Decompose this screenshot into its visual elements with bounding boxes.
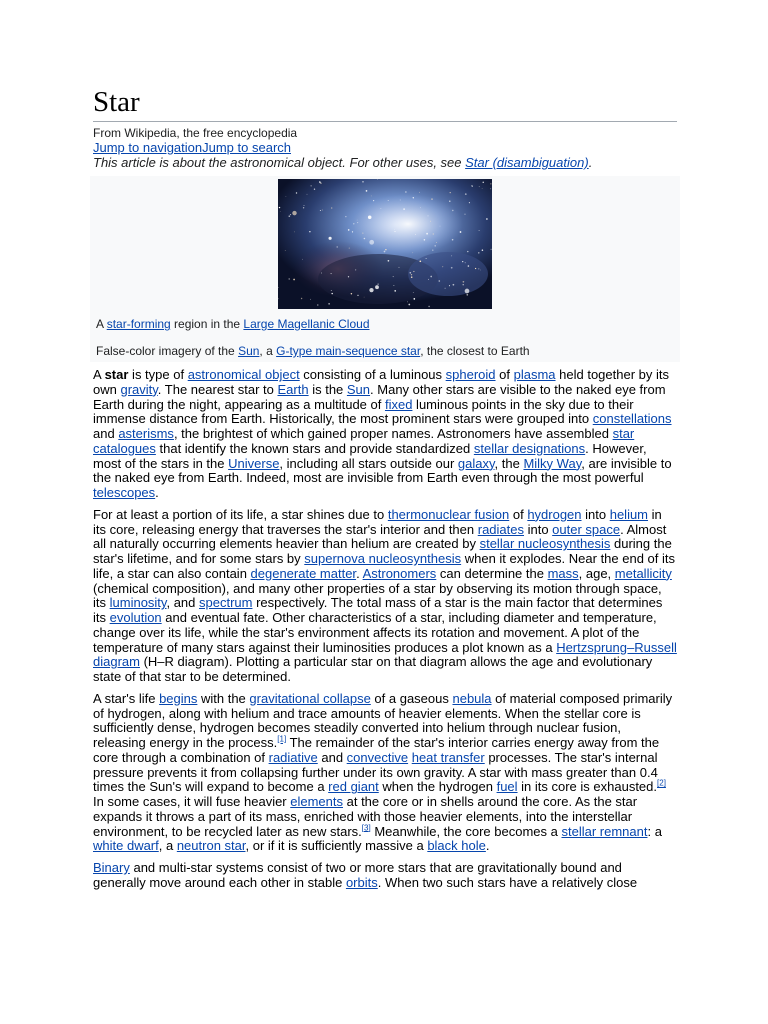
link-helium[interactable]: helium xyxy=(609,506,649,522)
star-dot xyxy=(453,284,455,286)
star-dot xyxy=(311,185,312,186)
text-run: In some cases, it will fuse heavier xyxy=(93,794,291,809)
star-dot xyxy=(286,196,287,197)
star-dot xyxy=(310,299,311,300)
star-dot xyxy=(442,266,443,267)
bold-term: star xyxy=(104,367,129,382)
link-convective[interactable]: convective xyxy=(346,749,409,765)
star-dot xyxy=(364,238,366,240)
star-dot xyxy=(471,185,472,186)
link-black-hole[interactable]: black hole xyxy=(427,838,486,854)
link-sun[interactable]: Sun xyxy=(238,344,260,358)
star-dot xyxy=(353,223,354,224)
text-run: in its core is exhausted. xyxy=(517,779,658,795)
star-dot xyxy=(362,233,363,234)
star-dot xyxy=(483,182,484,183)
star-dot xyxy=(289,215,291,217)
text-run: when the hydrogen xyxy=(378,779,497,795)
star-dot xyxy=(465,289,470,294)
star-dot xyxy=(321,273,322,274)
figure-caption-2 xyxy=(93,344,677,358)
star-dot xyxy=(403,208,405,210)
star-dot xyxy=(331,293,332,294)
star-dot xyxy=(317,304,318,305)
star-dot xyxy=(407,302,408,303)
text-run: , a xyxy=(158,838,177,854)
star-dot xyxy=(452,210,453,211)
text-run: False-color imagery of the xyxy=(96,344,239,358)
star-dot xyxy=(412,252,413,253)
text-run: of xyxy=(495,367,514,382)
link-luminosity[interactable]: luminosity xyxy=(109,595,167,611)
paragraph-intro xyxy=(93,368,677,501)
star-dot xyxy=(468,265,470,267)
link-thermonuclear-fusion[interactable]: thermonuclear fusion xyxy=(387,506,510,522)
link-neutron-star[interactable]: neutron star xyxy=(176,838,246,854)
star-dot xyxy=(486,218,488,220)
star-dot xyxy=(296,192,297,193)
star-dot xyxy=(413,298,415,300)
star-dot xyxy=(345,216,346,217)
star-dot xyxy=(349,248,350,249)
star-dot xyxy=(373,200,374,201)
text-run: . Almost all naturally occurring elements heavier than helium are created by xyxy=(93,521,667,552)
hatnote-text: This article is about the astronomical object. For other uses, see xyxy=(93,155,466,170)
jump-to-navigation-link[interactable]: Jump to navigation xyxy=(93,140,203,155)
star-dot xyxy=(450,192,451,193)
star-dot xyxy=(451,267,453,269)
star-dot xyxy=(415,234,416,235)
text-run: consisting of a luminous xyxy=(299,367,446,382)
star-dot xyxy=(490,188,491,189)
page-title: Star xyxy=(93,84,677,122)
star-dot xyxy=(465,193,467,195)
text-run: in its core, releasing energy that traverses the star's interior and then xyxy=(93,506,662,537)
article-content xyxy=(93,84,677,898)
text-run: Meanwhile, the core becomes a xyxy=(370,823,562,839)
star-dot xyxy=(294,232,295,233)
star-dot xyxy=(438,280,440,282)
text-run: of xyxy=(509,506,528,522)
link-stellar-remnant[interactable]: stellar remnant xyxy=(561,823,648,839)
star-dot xyxy=(357,220,358,221)
link-nebula[interactable]: nebula xyxy=(452,690,492,706)
paragraph-fusion xyxy=(93,508,677,685)
star-dot xyxy=(384,251,386,253)
star-dot xyxy=(377,283,378,284)
link-heat-transfer[interactable]: heat transfer xyxy=(411,749,485,765)
star-dot xyxy=(411,274,412,275)
link-stellar-designations[interactable]: stellar designations xyxy=(473,440,586,456)
star-dot xyxy=(280,211,281,212)
star-dot xyxy=(465,262,466,263)
link-outer-space[interactable]: outer space xyxy=(552,521,621,537)
text-run: held together by its own xyxy=(93,367,669,397)
star-dot xyxy=(355,269,356,270)
star-dot xyxy=(309,231,310,232)
link-asterisms[interactable]: asterisms xyxy=(118,426,174,441)
star-dot xyxy=(405,191,406,192)
link-spheroid[interactable]: spheroid xyxy=(445,367,496,382)
star-dot xyxy=(348,276,349,277)
link-orbits[interactable]: orbits xyxy=(345,874,378,890)
link-star-forming[interactable]: star-forming xyxy=(106,317,171,331)
star-dot xyxy=(285,250,286,251)
citation-link[interactable]: [3] xyxy=(361,823,371,833)
star-dot xyxy=(419,192,420,193)
link-earth[interactable]: Earth xyxy=(277,381,309,397)
star-dot xyxy=(322,210,323,211)
star-dot xyxy=(413,271,414,272)
text-run: (H–R diagram). Plotting a particular star on that diagram allows the age and evolutionary state of that star to be determined. xyxy=(93,654,653,684)
star-dot xyxy=(329,237,332,240)
text-run: when it explodes. Near the end of its life, a star can also contain xyxy=(93,551,676,581)
link-spectrum[interactable]: spectrum xyxy=(199,595,253,611)
star-dot xyxy=(466,294,468,296)
text-run: respectively. The total mass of a star is the main factor that determines its xyxy=(93,595,663,625)
link-supernova-nucleosynthesis[interactable]: supernova nucleosynthesis xyxy=(304,551,462,566)
star-dot xyxy=(399,267,400,268)
star-dot xyxy=(478,268,479,269)
text-run: can determine the xyxy=(436,565,548,581)
nebula-picture xyxy=(278,179,492,309)
star-dot xyxy=(292,211,296,215)
star-dot xyxy=(440,226,441,227)
text-run: that identify the known stars and provide standardized xyxy=(155,440,474,456)
star-dot xyxy=(451,256,452,257)
star-dot xyxy=(413,197,414,198)
star-dot xyxy=(357,295,358,296)
link-constellations[interactable]: constellations xyxy=(592,411,672,427)
star-dot xyxy=(279,207,280,208)
site-tagline: From Wikipedia, the free encyclopedia xyxy=(93,126,298,140)
star-dot xyxy=(434,245,435,246)
star-dot xyxy=(449,285,450,286)
link-astronomical-object[interactable]: astronomical object xyxy=(187,367,300,382)
text-run: A xyxy=(96,317,107,331)
star-dot xyxy=(331,207,332,208)
star-dot xyxy=(320,210,321,211)
star-dot xyxy=(426,233,428,235)
star-dot xyxy=(369,288,373,292)
star-dot xyxy=(411,276,413,278)
star-dot xyxy=(362,181,364,183)
text-run: and xyxy=(317,749,347,765)
citation-link[interactable]: [1] xyxy=(277,734,287,744)
text-run: For at least a portion of its life, a star shines due to xyxy=(93,506,388,522)
star-dot xyxy=(463,281,465,283)
star-dot xyxy=(328,303,329,304)
star-dot xyxy=(336,246,337,247)
star-dot xyxy=(351,293,352,294)
star-dot xyxy=(479,186,480,187)
star-dot xyxy=(424,239,426,241)
link-mass[interactable]: mass xyxy=(547,565,579,581)
star-dot xyxy=(452,239,454,241)
star-dot xyxy=(393,276,394,277)
hatnote xyxy=(93,155,677,170)
star-dot xyxy=(303,207,304,208)
star-dot xyxy=(307,194,308,195)
text-run: , or if it is sufficiently massive a xyxy=(245,838,428,854)
star-dot xyxy=(432,249,433,250)
jump-links xyxy=(93,140,677,155)
star-dot xyxy=(428,306,429,307)
text-run: . Many other stars are visible to the naked eye from Earth during the night, appearing as a multitude of xyxy=(93,381,666,412)
text-run: , the brightest of which gained proper names. Astronomers have assembled xyxy=(173,426,613,441)
star-dot xyxy=(381,208,382,209)
star-dot xyxy=(290,214,291,215)
infobox-figure xyxy=(90,176,680,362)
star-dot xyxy=(428,279,429,280)
star-dot xyxy=(408,304,410,306)
text-run: is type of xyxy=(128,367,188,382)
text-run: , and xyxy=(166,595,199,611)
star-dot xyxy=(278,287,279,288)
star-dot xyxy=(400,200,401,201)
text-run: at the core or in shells around the core. As the star expands it throws a part of its mass, enriched with those heavier elements, into the interstellar environment, to be recycled later as new stars. xyxy=(93,794,638,839)
link-hertzsprung-russell-diagram[interactable]: Hertzsprung–Russell diagram xyxy=(93,639,677,670)
star-dot xyxy=(331,290,332,291)
citation-link[interactable]: [2] xyxy=(657,778,666,788)
link-radiative[interactable]: radiative xyxy=(268,749,318,765)
paragraph-binary xyxy=(93,861,677,891)
star-dot xyxy=(368,216,372,220)
text-run: . However, most of the stars in the xyxy=(93,440,647,471)
star-dot xyxy=(464,214,465,215)
star-dot xyxy=(431,198,433,200)
star-dot xyxy=(420,207,421,208)
text-run: . When two such stars have a relatively close xyxy=(377,874,638,890)
star-dot xyxy=(364,297,365,298)
link-large-magellanic-cloud[interactable]: Large Magellanic Cloud xyxy=(243,317,370,331)
text-run: into xyxy=(581,506,610,522)
link-astronomers[interactable]: Astronomers xyxy=(362,565,437,581)
text-run: with the xyxy=(197,690,250,706)
link-milky-way[interactable]: Milky Way xyxy=(523,455,582,471)
star-dot xyxy=(409,272,411,274)
link-red-giant[interactable]: red giant xyxy=(328,779,379,795)
link-sun[interactable]: Sun xyxy=(346,381,371,397)
link-gravity[interactable]: gravity xyxy=(120,381,158,397)
link-universe[interactable]: Universe xyxy=(228,455,280,471)
citation-ref xyxy=(362,823,371,832)
link-fixed[interactable]: fixed xyxy=(384,396,413,412)
star-dot xyxy=(463,284,464,285)
text-run: of material composed primarily of hydrogen, along with helium and trace amounts of heavier elements. When the stellar core is sufficiently dense, hydrogen becomes steadily converted into helium through nuclear fusion, releasing energy in the process. xyxy=(93,690,673,750)
link-g-type-main-sequence-star[interactable]: G-type main-sequence star xyxy=(276,344,421,358)
star-dot xyxy=(428,215,429,216)
star-dot xyxy=(491,249,492,250)
link-telescopes[interactable]: telescopes xyxy=(93,485,156,500)
text-run: luminous points in the sky due to their immense distance from Earth. Historically, the most prominent stars were grouped into xyxy=(93,396,634,427)
star-dot xyxy=(445,288,446,289)
star-dot xyxy=(319,181,321,183)
text-run: , age, xyxy=(578,565,615,581)
link-evolution[interactable]: evolution xyxy=(109,610,162,625)
star-dot xyxy=(375,285,379,289)
link-begins[interactable]: begins xyxy=(159,690,198,706)
star-dot xyxy=(433,234,434,235)
text-run: , the xyxy=(494,455,524,471)
star-dot xyxy=(413,292,414,293)
star-dot xyxy=(430,221,431,222)
text-run: , are invisible to the naked eye from Earth. Indeed, most are invisible from Earth even through the most powerful xyxy=(93,455,672,486)
disambiguation-link[interactable]: Star (disambiguation) xyxy=(465,155,589,170)
text-run: . xyxy=(155,485,159,500)
link-elements[interactable]: elements xyxy=(290,794,343,809)
text-run: : a xyxy=(647,823,662,839)
star-dot xyxy=(426,258,427,259)
link-binary[interactable]: Binary xyxy=(93,860,130,875)
text-run: and eventual fate. Other characteristics of a star, including diameter and temperature, change over its life, while the star's environment affects its rotation and movement. A plot of the temperature of many stars against their luminosities produces a plot known as a xyxy=(93,610,657,655)
star-dot xyxy=(385,249,386,250)
star-dot xyxy=(462,261,463,262)
text-run: (chemical composition), and many other properties of a star by observing its motion through space, its xyxy=(93,580,662,611)
star-dot xyxy=(371,196,372,197)
paragraph-life xyxy=(93,692,677,854)
star-dot xyxy=(369,240,374,245)
text-run: A star's life xyxy=(93,690,160,706)
link-radiates[interactable]: radiates xyxy=(477,521,524,537)
star-dot xyxy=(288,278,289,279)
star-dot xyxy=(478,252,479,253)
star-dot xyxy=(348,229,350,231)
link-stellar-nucleosynthesis[interactable]: stellar nucleosynthesis xyxy=(479,536,611,552)
star-dot xyxy=(393,285,394,286)
star-dot xyxy=(430,276,432,278)
star-dot xyxy=(366,190,368,192)
figure-caption-1 xyxy=(93,317,677,331)
star-dot xyxy=(482,188,483,189)
text-run: , the closest to Earth xyxy=(420,344,530,358)
jump-to-search-link[interactable]: Jump to search xyxy=(202,140,291,155)
star-dot xyxy=(419,260,421,262)
star-dot xyxy=(480,270,481,271)
article-body xyxy=(93,368,677,891)
star-dot xyxy=(475,268,476,269)
star-dot xyxy=(469,202,470,203)
text-run: and multi-star systems consist of two or more stars that are gravitationally bound and generally move around each other in stable xyxy=(93,860,622,890)
star-dot xyxy=(388,200,389,201)
citation-ref xyxy=(657,779,666,788)
link-star-catalogues[interactable]: star catalogues xyxy=(93,426,635,456)
star-dot xyxy=(482,249,484,251)
star-dot xyxy=(394,231,395,232)
text-run: and xyxy=(93,426,119,441)
star-dot xyxy=(394,229,395,230)
link-white-dwarf[interactable]: white dwarf xyxy=(93,838,159,854)
star-dot xyxy=(331,273,332,274)
link-gravitational-collapse[interactable]: gravitational collapse xyxy=(249,690,371,706)
hatnote-suffix: . xyxy=(588,155,593,170)
link-plasma[interactable]: plasma xyxy=(513,367,556,382)
link-degenerate-matter[interactable]: degenerate matter xyxy=(250,565,357,581)
star-dot xyxy=(301,298,302,299)
text-run: during the star's lifetime, and for some stars by xyxy=(93,536,672,566)
star-dot xyxy=(460,231,462,233)
text-run: . The nearest star to xyxy=(157,381,278,397)
star-dot xyxy=(479,230,480,231)
star-dot xyxy=(321,183,322,184)
star-dot xyxy=(302,259,303,260)
text-run: A xyxy=(93,367,105,382)
star-dot xyxy=(449,201,450,202)
star-forming-region-image[interactable] xyxy=(278,179,492,309)
link-galaxy[interactable]: galaxy xyxy=(457,455,495,471)
star-dot xyxy=(436,242,437,243)
star-dot xyxy=(352,231,353,232)
link-fuel[interactable]: fuel xyxy=(496,779,518,795)
star-dot xyxy=(357,222,358,223)
star-dot xyxy=(388,260,390,262)
text-run: is the xyxy=(308,381,347,397)
text-run: of a gaseous xyxy=(370,690,453,706)
text-run: processes. The star's internal pressure prevents it from collapsing further under its own gravity. A star with mass greater than 0.4 times the Sun's will expand to become a xyxy=(93,749,658,795)
link-hydrogen[interactable]: hydrogen xyxy=(527,506,582,522)
citation-ref xyxy=(277,735,286,744)
text-run: , a xyxy=(259,344,277,358)
text-run: region in the xyxy=(170,317,244,331)
link-metallicity[interactable]: metallicity xyxy=(614,565,672,581)
text-run: . xyxy=(356,565,363,581)
star-dot xyxy=(293,279,295,281)
text-run: . xyxy=(485,838,490,854)
star-dot xyxy=(314,189,315,190)
star-dot xyxy=(467,251,468,252)
star-dot xyxy=(304,205,305,206)
star-dot xyxy=(394,290,396,292)
text-run: into xyxy=(523,521,553,537)
star-dot xyxy=(490,183,491,184)
text-run: , including all stars outside our xyxy=(279,455,458,471)
text-run: The remainder of the star's interior carries energy away from the core through a combination of xyxy=(93,735,660,765)
